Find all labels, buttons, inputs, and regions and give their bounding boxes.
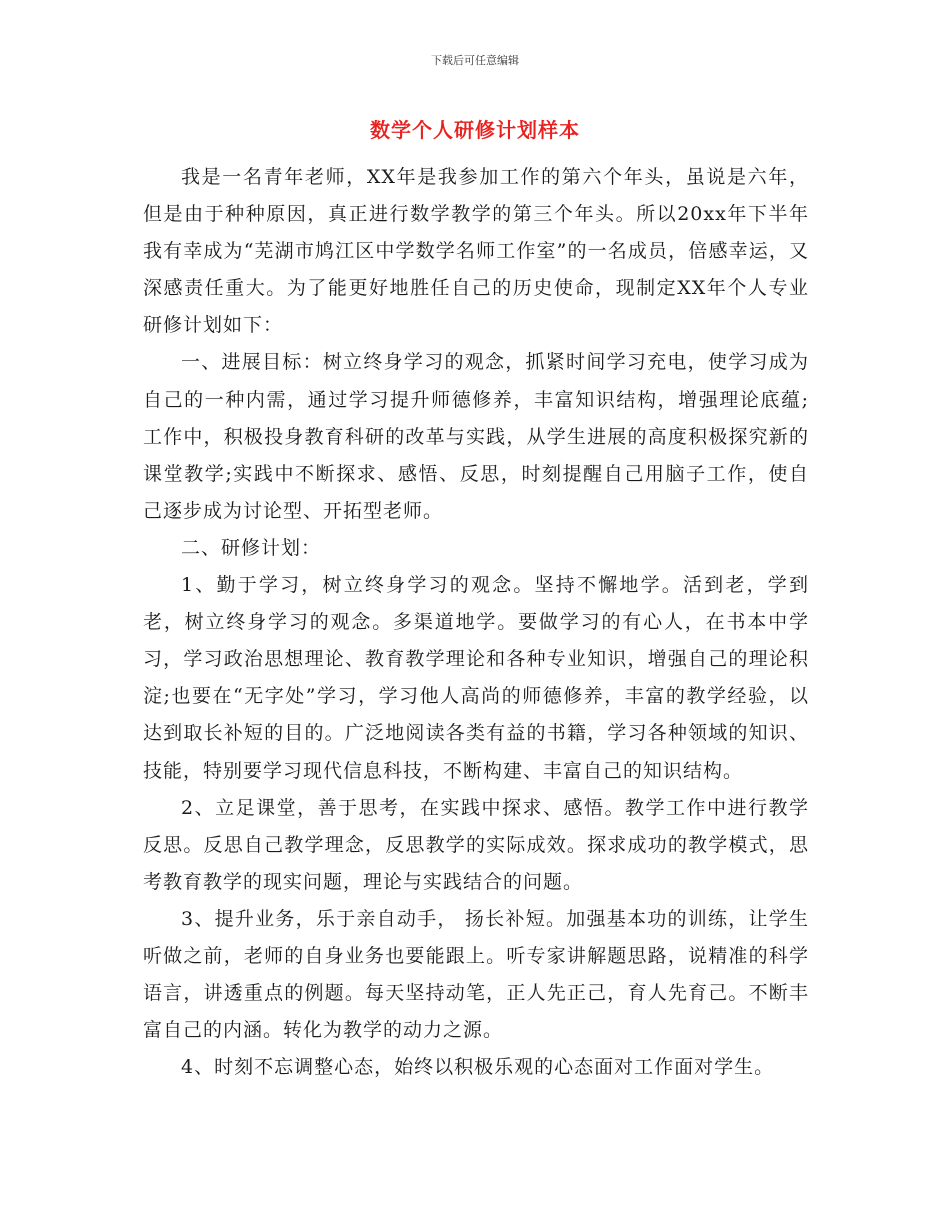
paragraph-plan-item-3: 3、提升业务，乐于亲自动手， 扬长补短。加强基本功的训练，让学生听做之前，老师的自身业务也要能跟上。听专家讲解题思路，说精准的科学语言，讲透重点的例题。每天坚持动笔，正人先正己，育人先育己。不断丰富自己的内涵。转化为教学的动力之源。 <box>143 907 809 1042</box>
document-body <box>143 159 809 1086</box>
paragraph-plan-heading: 二、研修计划： <box>181 536 322 559</box>
document-title: 数学个人研修计划样本 <box>370 118 580 142</box>
paragraph-plan-item-2: 2、立足课堂，善于思考，在实践中探求、感悟。教学工作中进行教学反思。反思自己教学理念，反思教学的实际成效。探求成功的教学模式，思考教育教学的现实问题，理论与实践结合的问题。 <box>143 796 809 893</box>
header-note: 下载后可任意编辑 <box>431 54 519 67</box>
paragraph-goals: 一、进展目标：树立终身学习的观念，抓紧时间学习充电，使学习成为自己的一种内需，通过学习提升师德修养，丰富知识结构，增强理论底蕴;工作中，积极投身教育科研的改革与实践，从学生进展的高度积极探究新的课堂教学;实践中不断探求、感悟、反思，时刻提醒自己用脑子工作，使自己逐步成为讨论型、开拓型老师。 <box>143 351 809 522</box>
paragraph-plan-item-4: 4、时刻不忘调整心态，始终以积极乐观的心态面对工作面对学生。 <box>181 1056 775 1079</box>
paragraph-intro: 我是一名青年老师，XX年是我参加工作的第六个年头，虽说是六年，但是由于种种原因，真正进行数学教学的第三个年头。所以20xx年下半年我有幸成为“芜湖市鸠江区中学数学名师工作室”的一名成员，倍感幸运，又深感责任重大。为了能更好地胜任自己的历史使命，现制定XX年个人专业研修计划如下： <box>143 166 809 337</box>
paragraph-plan-item-1: 1、勤于学习，树立终身学习的观念。坚持不懈地学。活到老，学到老，树立终身学习的观念。多渠道地学。要做学习的有心人，在书本中学习，学习政治思想理论、教育教学理论和各种专业知识，增强自己的理论积淀;也要在“无字处”学习，学习他人高尚的师德修养，丰富的教学经验，以达到取长补短的目的。广泛地阅读各类有益的书籍，学习各种领域的知识、技能，特别要学习现代信息科技，不断构建、丰富自己的知识结构。 <box>143 574 809 782</box>
